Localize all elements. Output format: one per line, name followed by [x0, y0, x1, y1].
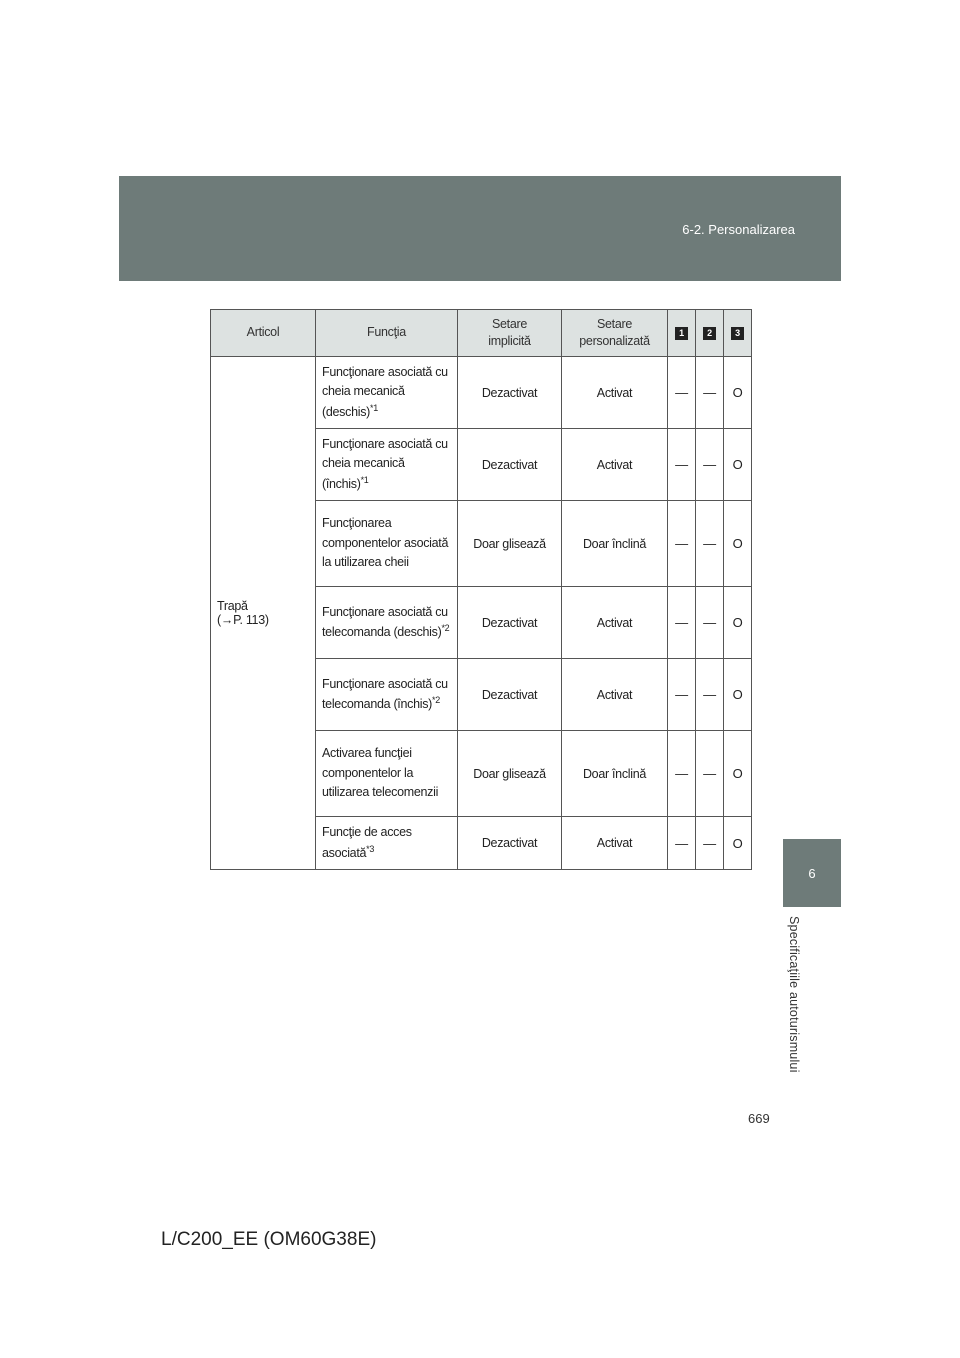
section-title: 6-2. Personalizarea: [682, 222, 795, 237]
custom-cell: Activat: [562, 817, 668, 870]
footnote-ref: *2: [432, 695, 440, 705]
footnote-ref: *3: [366, 843, 375, 854]
manual-code: L/C200_EE (OM60G38E): [161, 1229, 377, 1250]
mark-2-cell: —: [696, 817, 724, 870]
function-text: Funcţionarea componentelor asociată la utilizarea cheii: [322, 516, 449, 570]
custom-cell: Activat: [562, 587, 668, 659]
section-header-bar: [119, 176, 841, 281]
function-cell: [316, 429, 458, 501]
custom-cell: Activat: [562, 357, 668, 429]
mark-3-cell: O: [724, 659, 752, 731]
page-number: 669: [748, 1111, 770, 1126]
default-cell: Dezactivat: [458, 429, 562, 501]
function-cell: [316, 731, 458, 817]
mark-3-cell: O: [724, 501, 752, 587]
custom-cell: Activat: [562, 659, 668, 731]
header-custom: Setare personalizată: [562, 310, 668, 357]
mark-2-cell: —: [696, 429, 724, 501]
function-text: Funcţionare asociată cu cheia mecanică (deschis): [322, 364, 448, 419]
header-function: Funcţia: [316, 310, 458, 357]
function-cell: [316, 587, 458, 659]
default-cell: Dezactivat: [458, 659, 562, 731]
footnote-ref: *1: [370, 402, 378, 413]
custom-cell: Doar înclină: [562, 501, 668, 587]
mark-3-cell: O: [724, 429, 752, 501]
custom-cell: Activat: [562, 429, 668, 501]
function-text: Activarea funcţiei componentelor la utilizarea telecomenzii: [322, 746, 439, 800]
chapter-tab: [783, 839, 841, 907]
custom-cell: Doar înclină: [562, 731, 668, 817]
function-cell: [316, 817, 458, 870]
function-text: Funcţionare asociată cu cheia mecanică (închis): [322, 436, 448, 491]
mark-2-cell: —: [696, 659, 724, 731]
chapter-number: 6: [808, 865, 816, 881]
header-badge-3: [724, 310, 752, 357]
default-cell: Dezactivat: [458, 357, 562, 429]
function-cell: [316, 357, 458, 429]
function-text: Funcţionare asociată cu telecomanda (deschis): [322, 604, 448, 639]
mark-3-cell: O: [724, 817, 752, 870]
mark-1-cell: —: [668, 501, 696, 587]
mark-1-cell: —: [668, 817, 696, 870]
header-default: Setare implicită: [458, 310, 562, 357]
mark-1-cell: —: [668, 587, 696, 659]
mark-2-cell: —: [696, 501, 724, 587]
mark-2-cell: —: [696, 731, 724, 817]
mark-2-cell: —: [696, 587, 724, 659]
mark-2-cell: —: [696, 357, 724, 429]
footnote-ref: *2: [441, 623, 450, 633]
default-cell: Doar glisează: [458, 501, 562, 587]
badge-3-icon: 3: [731, 327, 744, 340]
default-cell: Dezactivat: [458, 587, 562, 659]
function-text: Funcţie de acces asociată: [322, 825, 412, 860]
chapter-label: Specificaţiile autoturismului: [787, 916, 801, 1073]
item-cell: Trapă (→P. 113): [211, 357, 316, 870]
function-cell: [316, 659, 458, 731]
mark-3-cell: O: [724, 731, 752, 817]
header-item: Articol: [211, 310, 316, 357]
function-text: Funcţionare asociată cu telecomanda (închis): [322, 676, 448, 711]
mark-3-cell: O: [724, 357, 752, 429]
badge-2-icon: 2: [703, 327, 716, 340]
mark-1-cell: —: [668, 731, 696, 817]
table-header-row: [211, 310, 752, 357]
header-badge-1: [668, 310, 696, 357]
footnote-ref: *1: [360, 474, 369, 485]
default-cell: Doar glisează: [458, 731, 562, 817]
customization-table: [210, 309, 752, 870]
default-cell: Dezactivat: [458, 817, 562, 870]
header-badge-2: [696, 310, 724, 357]
mark-3-cell: O: [724, 587, 752, 659]
function-cell: [316, 501, 458, 587]
mark-1-cell: —: [668, 659, 696, 731]
badge-1-icon: 1: [675, 327, 688, 340]
table-row: [211, 357, 752, 429]
mark-1-cell: —: [668, 357, 696, 429]
mark-1-cell: —: [668, 429, 696, 501]
